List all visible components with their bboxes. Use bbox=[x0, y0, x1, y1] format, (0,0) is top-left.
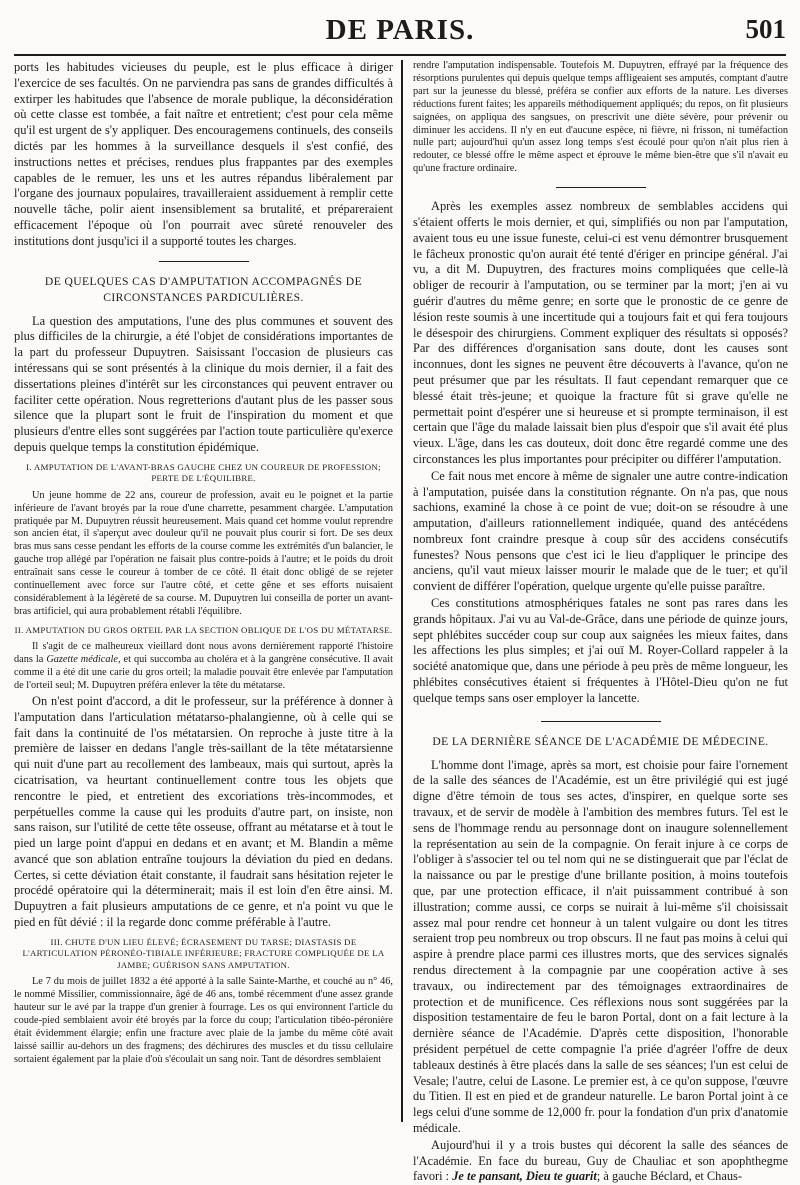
header-rule bbox=[14, 54, 786, 56]
text-run: ; à gauche Béclard, et Chaus- bbox=[596, 1169, 742, 1184]
paragraph bbox=[413, 1138, 788, 1185]
column-divider bbox=[401, 60, 403, 1122]
subsection-heading: III. CHUTE D'UN LIEU ÉLEVÉ; ÉCRASEMENT DU TARSE; DIASTASIS DE L'ARTICULATION PÉRONÉO-TIBIALE INFÉRIEURE; FRACTURE COMPLIQUÉE DE LA JAMBE; GUÉRISON SANS AMPUTATION. bbox=[22, 936, 385, 970]
publication-title: Gazette médicale bbox=[46, 654, 118, 666]
paragraph: ports les habitudes vicieuses du peuple, est le plus efficace à diriger l'exercice de ses facultés. On ne parviendra pas sans de grandes difficultés à extirper les habitudes que l'absence de morale publique, la déconsidération où cette classe est tombée, a fait naître et entretient; c'est pour cela même qu'il est urgent de s'y appliquer. Des encouragemens continuels, des conseils dictés par les hommes à la surveillance desquels il s'est confié, des instructions nettes et précises, rendues plus frappantes par des exemples capables de le remuer, les uns et les autres répandus libéralement par l'organe des journaux populaires, travailleraient assiduement à remplir cette nouvelle tâche, polir aient insensiblement sa brutalité, et prépareraient efficacement l'époque où l'on pourrait avec sûreté renouveler des institutions dont jusqu'ici il a supporté toutes les charges. bbox=[14, 60, 393, 248]
section-heading: DE QUELQUES CAS D'AMPUTATION ACCOMPAGNÉS DE CIRCONSTANCES PARDICULIÈRES. bbox=[44, 274, 363, 304]
paragraph: Ces constitutions atmosphériques fatales ne sont pas rares dans les grands hôpitaux. J'ai vu au Val-de-Grâce, dans une période de quinze jours, sept phlébites succéder coup sur coup aux saignées les mieux faites, dans les affections les plus simples; et j'ai ouï M. Royer-Collard rappeler à la société anatomique que, dans une période à peu près de même longueur, les phlébites consécutives étaient si fréquentes à l'Hôtel-Dieu qu'on ne fut quelque temps sans oser employer la lancette. bbox=[413, 596, 788, 705]
paragraph: Le 7 du mois de juillet 1832 a été apporté à la salle Sainte-Marthe, et couché au n° 46, le nommé Missilier, commissionnaire, âgé de 46 ans, tombé récemment d'une assez grande hauteur sur le avé par la trappe d'un grenier à fourrage. Les os qui environnent l'article du coude-pied semblaient avoir été broyés par la force du coup; l'articulation tibéo-péronière était évidemment élargie; enfin une fracture avec plaie de la jambe du même côté avait laissé saillir au-dehors un des fragmens; des déchirures des muscles et du tissu cellulaire sortaient également par la plaie d'où s'écoulait un sang noir. Tant de désordres semblaient bbox=[14, 976, 393, 1065]
paragraph: L'homme dont l'image, après sa mort, est choisie pour faire l'ornement de la salle des séances de l'Académie, est un être privilégié qui est jugé digne d'être témoin de tous ses actes, d'inspirer, en quelque sorte ses travaux, et de servir de modèle à l'ambition des membres futurs. Tel est le sens de l'hommage rendu au personnage dont on inaugure solennellement la représentation au sein de la compagnie. On ferait injure à ce corps de l'obliger à s'associer tel ou tel nom qui ne se distinguerait que par l'éclat de la naissance ou par le prestige d'une brillante position, à moins toutefois que, par une protection efficace, il n'ait puissamment contribué à son illustration; comme aussi, ce corps se nuirait à lui-même s'il choisissait assez mal pour rendre cet honneur à un talent vulgaire ou dont les titres seraient trop peu nombreux ou trop obscurs. Il ne faut pas moins à celui qui aspire à prendre place parmi ces illustres morts, que des services signalés rendus directement à la compagnie par une coopération active à ses travaux, ou indirectement par des témoignages extraordinaires de protection et de munificence. Ces réflexions nous sont suggérées par la disposition testamentaire de feu le baron Portal, dont on a fait lecture à la dernière séance de l'Académie. D'après cette disposition, l'honorable président perpétuel de cette compagnie l'a priée d'agréer l'offre de deux tableaux destinés à être placés dans la salle de ses séances; l'un est celui de Vesale; l'autre, celui de Lasone. Le premier est, à ce qu'on suppose, l'œuvre du Titien. Il est en pied et de grandeur naturelle. Le baron Portal joint à ce legs celui d'une somme de 12,000 fr. pour la fondation d'un prix d'anatomie médicale. bbox=[413, 757, 788, 1135]
motto: Je te pansant, Dieu te guarit bbox=[452, 1169, 597, 1184]
paragraph: Ce fait nous met encore à même de signaler une autre contre-indication à l'amputation, puisée dans la constitution régnante. On n'a pas, que nous sachions, examiné la chose à ce point de vue; doit-on se résoudre à une amputation, d'ailleurs rationnellement indiquée, quand des antécédens nombreux font craindre presque à coup sûr des accidens consécutifs funestes? Nous pensons que c'est ici le lieu d'appliquer le principe des anciens, qu'il vaut mieux laisser mourir le malade que de le tuer; et qu'il convient de différer l'opération, quelque urgente qu'elle puisse paraître. bbox=[413, 468, 788, 594]
section-heading: DE LA DERNIÈRE SÉANCE DE L'ACADÉMIE DE MÉDECINE. bbox=[432, 734, 769, 748]
masthead-title: DE PARIS. bbox=[325, 14, 475, 46]
section-separator bbox=[556, 187, 646, 188]
paragraph: rendre l'amputation indispensable. Toutefois M. Dupuytren, effrayé par la fréquence des résorptions purulentes qui depuis quelque temps affligeaient ses amputés, comptant d'autre part sur la jeunesse du blessé, préféra se confier aux efforts de la nature. Les diverses réductions furent faites; les appareils méthodiquement appliqués; du repos, on fit plusieurs saignées, on appliqua des sangsues, on prescrivit une diète sévère, pour prévenir ou diminuer les accidens. Il n'y en eut d'aucune espèce, ni fièvre, ni frisson, ni tuméfaction nulle part; aujourd'hui qu'un assez long temps s'est écoulé pour qu'on n'ait plus rien à redouter, ce blessé offre le même aspect et éprouve le même bien-être que s'il n'avait eu qu'une fracture ordinaire. bbox=[413, 60, 788, 175]
paragraph bbox=[14, 641, 393, 693]
right-column bbox=[413, 60, 788, 1184]
paragraph: La question des amputations, l'une des plus communes et souvent des plus difficiles de la chirurgie, a été l'objet de considérations importantes de la part du professeur Dupuytren. Saisissant l'occasion de plusieurs cas intéressans qui se sont présentés à la clinique du mois dernier, il a fait des dissertations pleines d'intérêt sur les circonstances qui peuvent entraver ou faciliter cette opération. Nous regretterions d'autant plus de les passer sous silence que la plupart sont le fruit de l'inspiration du moment et que plusieurs d'entre elles sont suggérées par l'action toute particulière qu'exerce depuis quelque temps la constitution épidémique. bbox=[14, 313, 393, 454]
text-run: , et qui succomba au choléra et à la gangrène consécutive. Il avait comme il a été dit une carie du gros orteil; la maladie pouvait être enlevée par l'amputation de l'orteil seul; M. Dupuytren préféra enlever la tête du métatarse. bbox=[14, 654, 393, 692]
paragraph: Après les exemples assez nombreux de semblables accidens qui s'étaient offerts le mois dernier, et qui, simplifiés ou non par l'amputation, avaient tous eu une issue funeste, celui-ci est venu démontrer brusquement le fâcheux pronostic qu'on aurait été tenté d'ériger en principe général. J'ai vu, a dit M. Dupuytren, des fractures moins compliquées que celle-là obliger de recourir à l'amputation, ou se terminer par la mort; j'en ai vu guérir d'autres du même genre; en sorte que le pronostic de ce genre de lésion reste soumis à une incertitude qui a toujours fait et qui fera toujours le désespoir des chirurgiens. Comment expliquer des résultats si opposés? Par des différences d'organisation sans doute, dont les causes sont inconnues, dont les signes ne peuvent être découverts à l'avance, qu'on ne peut présumer que par les résultats. Il faut cependant remarquer que ce blessé était très-jeune; et quoique la fracture fût si grave qu'elle ne permettait point d'espérer une si heureuse et si prompte terminaison, il est certain que l'âge du malade laissait bien plus d'espoir que s'il avait été plus vieux. L'âge, dans les cas douteux, doit donc être regardé comme une des circonstances les plus importantes pour précipiter ou différer l'amputation. bbox=[413, 199, 788, 466]
subsection-heading: II. AMPUTATION DU GROS ORTEIL PAR LA SECTION OBLIQUE DE L'OS DU MÉTATARSE. bbox=[14, 624, 393, 635]
text-run: Il s'agit de ce malheureux vieillard dont nous avons dernièrement rapporté l'histoire dans la bbox=[14, 641, 393, 666]
left-column bbox=[14, 60, 396, 1128]
section-separator bbox=[541, 721, 661, 722]
paragraph: Un jeune homme de 22 ans, coureur de profession, avait eu le poignet et la partie inférieure de l'avant broyés par la roue d'une charrette, pesamment chargée. L'amputation pratiquée par M. Dupuytren réussit heureusement. Mais quand cet homme voulut reprendre son ancien état, il s'aperçut avec douleur qu'il ne pouvait plus courir si fort. De ses deux bras mus sans cesse pendant les efforts de la course comme les extrémités d'un balancier, le gauche trop allégé par l'opération ne faisait plus contre-poids à l'autre; et le poids du droit entraînait sans cesse le coureur à tomber de ce côté. Il était donc obligé de se rejeter continuellement avec force sur l'autre côté, et cette gêne et ses efforts nuisaient considérablement à la légèreté de sa course. M. Dupuytren lui conseilla de porter un avant-bras artificiel, qui aura probablement rétabli l'équilibre. bbox=[14, 489, 393, 617]
paragraph: On n'est point d'accord, a dit le professeur, sur la préférence à donner à l'amputation dans l'articulation métatarso-phalangienne, où à celle qui se fait dans la continuité de l'os métatarsien. On reproche à juste titre à la première de laisser en dedans l'angle très-saillant de la tête métatarsienne qui nuit d'une part au recollement des lambeaux, mais qui surtout, après la cicatrisation, va heurtant continuellement contre tous les objets que rencontre le pied, et entretient des excoriations très-incommodes, et perpétuelles comme la cause qui les produits d'autre part, on insiste, non sans raison, sur l'utilité de cette tête osseuse, offrant au métatarse et à tout le pied un large point d'appui en dedans et en avant; et M. Blandin a même avancé que son ablation entraîne toujours la déviation du pied en dedans. Certes, si cette déviation était constante, il faudrait sans hésitation rejeter le procédé opératoire qui la déterminerait; mais il est loin d'en être ainsi. M. Dupuytren a fait plusieurs amputations de ce genre, et n'a point vu que le pied en fût dévié : il la regarde donc comme préférable à l'autre. bbox=[14, 693, 393, 930]
page-header bbox=[0, 0, 800, 56]
page-number: 501 bbox=[745, 14, 786, 44]
text-run: Aujourd'hui il y a trois bustes qui décorent la salle des séances de l'Académie. En face du bureau, Guy de Chauliac et son apophthegme favori : bbox=[413, 1137, 788, 1184]
subsection-heading: I. AMPUTATION DE L'AVANT-BRAS GAUCHE CHEZ UN COUREUR DE PROFESSION; PERTE DE L'ÉQUILIBRE. bbox=[26, 461, 381, 484]
section-separator bbox=[159, 261, 249, 262]
